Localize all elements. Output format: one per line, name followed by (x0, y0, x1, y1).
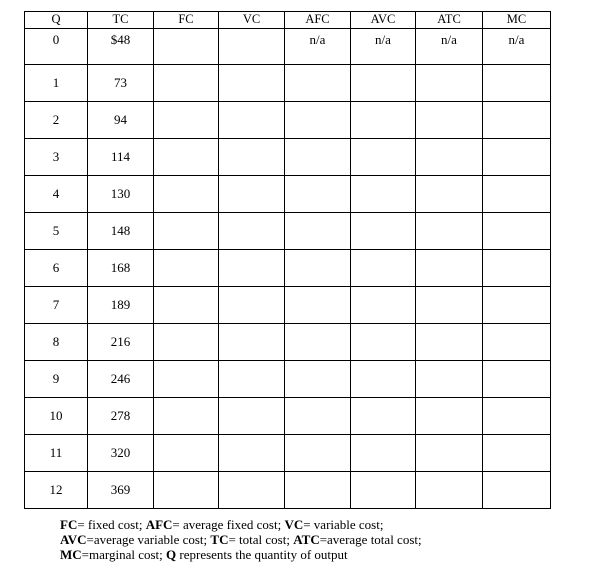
legend-definition: =average total cost; (319, 532, 422, 547)
cell-vc (219, 361, 285, 398)
cell-fc (154, 287, 219, 324)
header-tc: TC (88, 12, 154, 29)
legend-term: VC (284, 517, 304, 532)
cell-q: 2 (25, 102, 88, 139)
cell-avc (351, 176, 416, 213)
table-row (25, 102, 551, 139)
cell-tc: 148 (88, 213, 154, 250)
cell-avc (351, 398, 416, 435)
table-row (25, 361, 551, 398)
cell-mc (483, 250, 551, 287)
cell-afc (285, 287, 351, 324)
cell-tc: 320 (88, 435, 154, 472)
cell-atc (416, 398, 483, 435)
cell-fc (154, 139, 219, 176)
cell-vc (219, 139, 285, 176)
cell-fc (154, 361, 219, 398)
cell-fc (154, 65, 219, 102)
cell-tc: 130 (88, 176, 154, 213)
legend-term: AVC (60, 532, 87, 547)
cell-vc (219, 250, 285, 287)
cost-table (24, 11, 551, 509)
cell-mc (483, 361, 551, 398)
cell-avc (351, 65, 416, 102)
legend-definition: =marginal cost; (81, 547, 167, 562)
legend-term: AFC (145, 517, 173, 532)
legend-definition: = total cost; (228, 532, 294, 547)
legend-term: Q (166, 547, 177, 562)
cell-afc (285, 250, 351, 287)
cell-vc (219, 176, 285, 213)
cell-mc (483, 472, 551, 509)
cell-atc: n/a (416, 29, 483, 65)
legend-term: FC (60, 517, 78, 532)
table-row (25, 176, 551, 213)
table-row (25, 213, 551, 250)
cell-vc (219, 65, 285, 102)
cell-mc (483, 435, 551, 472)
cell-fc (154, 472, 219, 509)
cell-atc (416, 435, 483, 472)
legend-definition: = fixed cost; (77, 517, 146, 532)
cell-atc (416, 176, 483, 213)
cell-atc (416, 102, 483, 139)
cell-avc (351, 287, 416, 324)
table-row (25, 398, 551, 435)
cell-vc (219, 213, 285, 250)
cell-vc (219, 29, 285, 65)
cell-fc (154, 213, 219, 250)
legend-term: MC (60, 547, 82, 562)
cell-vc (219, 287, 285, 324)
cell-afc (285, 213, 351, 250)
cell-atc (416, 65, 483, 102)
table-row (25, 139, 551, 176)
cell-q: 8 (25, 324, 88, 361)
cell-afc (285, 139, 351, 176)
cell-afc (285, 102, 351, 139)
cell-mc (483, 287, 551, 324)
cell-mc (483, 65, 551, 102)
cell-afc (285, 65, 351, 102)
legend-line-1 (60, 517, 422, 532)
header-afc: AFC (285, 12, 351, 29)
cell-avc (351, 102, 416, 139)
cell-q: 4 (25, 176, 88, 213)
cell-avc (351, 361, 416, 398)
cell-q: 9 (25, 361, 88, 398)
legend-definition: = variable cost; (303, 517, 384, 532)
cell-afc (285, 398, 351, 435)
cell-afc: n/a (285, 29, 351, 65)
cell-afc (285, 435, 351, 472)
cell-atc (416, 139, 483, 176)
cell-q: 7 (25, 287, 88, 324)
legend-line-2 (60, 532, 422, 547)
cell-mc (483, 398, 551, 435)
cell-afc (285, 176, 351, 213)
cell-tc: 168 (88, 250, 154, 287)
cell-afc (285, 472, 351, 509)
header-row (25, 12, 551, 29)
cell-mc (483, 102, 551, 139)
cell-tc: 278 (88, 398, 154, 435)
cell-vc (219, 324, 285, 361)
cell-fc (154, 29, 219, 65)
cell-q: 3 (25, 139, 88, 176)
cell-fc (154, 176, 219, 213)
table-row (25, 29, 551, 65)
cell-afc (285, 324, 351, 361)
cell-atc (416, 287, 483, 324)
cell-q: 10 (25, 398, 88, 435)
cell-tc: 216 (88, 324, 154, 361)
cell-q: 0 (25, 29, 88, 65)
cell-q: 5 (25, 213, 88, 250)
cell-tc: $48 (88, 29, 154, 65)
header-mc: MC (483, 12, 551, 29)
cell-avc (351, 472, 416, 509)
cell-afc (285, 361, 351, 398)
legend-definition: represents the quantity of output (176, 547, 348, 562)
cell-mc: n/a (483, 29, 551, 65)
cell-q: 11 (25, 435, 88, 472)
cell-fc (154, 102, 219, 139)
table-row (25, 472, 551, 509)
cell-vc (219, 472, 285, 509)
cell-avc (351, 139, 416, 176)
cell-avc (351, 250, 416, 287)
table-row (25, 250, 551, 287)
cell-mc (483, 176, 551, 213)
cell-avc (351, 213, 416, 250)
header-q: Q (25, 12, 88, 29)
table-row (25, 324, 551, 361)
table-row (25, 287, 551, 324)
cell-mc (483, 139, 551, 176)
cell-avc: n/a (351, 29, 416, 65)
cell-atc (416, 213, 483, 250)
cell-tc: 73 (88, 65, 154, 102)
legend-term: ATC (293, 532, 320, 547)
cell-vc (219, 398, 285, 435)
cell-fc (154, 250, 219, 287)
legend-definition: = average fixed cost; (172, 517, 285, 532)
table-row (25, 65, 551, 102)
cell-fc (154, 435, 219, 472)
cell-q: 12 (25, 472, 88, 509)
cell-avc (351, 324, 416, 361)
header-avc: AVC (351, 12, 416, 29)
cell-mc (483, 324, 551, 361)
legend-definition: =average variable cost; (86, 532, 211, 547)
cell-tc: 246 (88, 361, 154, 398)
cell-tc: 114 (88, 139, 154, 176)
cell-avc (351, 435, 416, 472)
cell-q: 1 (25, 65, 88, 102)
legend-term: TC (210, 532, 229, 547)
cell-vc (219, 435, 285, 472)
table-body (25, 29, 551, 509)
cell-vc (219, 102, 285, 139)
cell-atc (416, 472, 483, 509)
cell-fc (154, 324, 219, 361)
cell-atc (416, 361, 483, 398)
table-row (25, 435, 551, 472)
cell-q: 6 (25, 250, 88, 287)
cell-fc (154, 398, 219, 435)
cell-tc: 369 (88, 472, 154, 509)
header-fc: FC (154, 12, 219, 29)
cost-legend (60, 517, 422, 562)
cell-atc (416, 324, 483, 361)
header-vc: VC (219, 12, 285, 29)
legend-line-3 (60, 547, 422, 562)
cell-tc: 189 (88, 287, 154, 324)
cell-atc (416, 250, 483, 287)
cell-tc: 94 (88, 102, 154, 139)
cell-mc (483, 213, 551, 250)
header-atc: ATC (416, 12, 483, 29)
